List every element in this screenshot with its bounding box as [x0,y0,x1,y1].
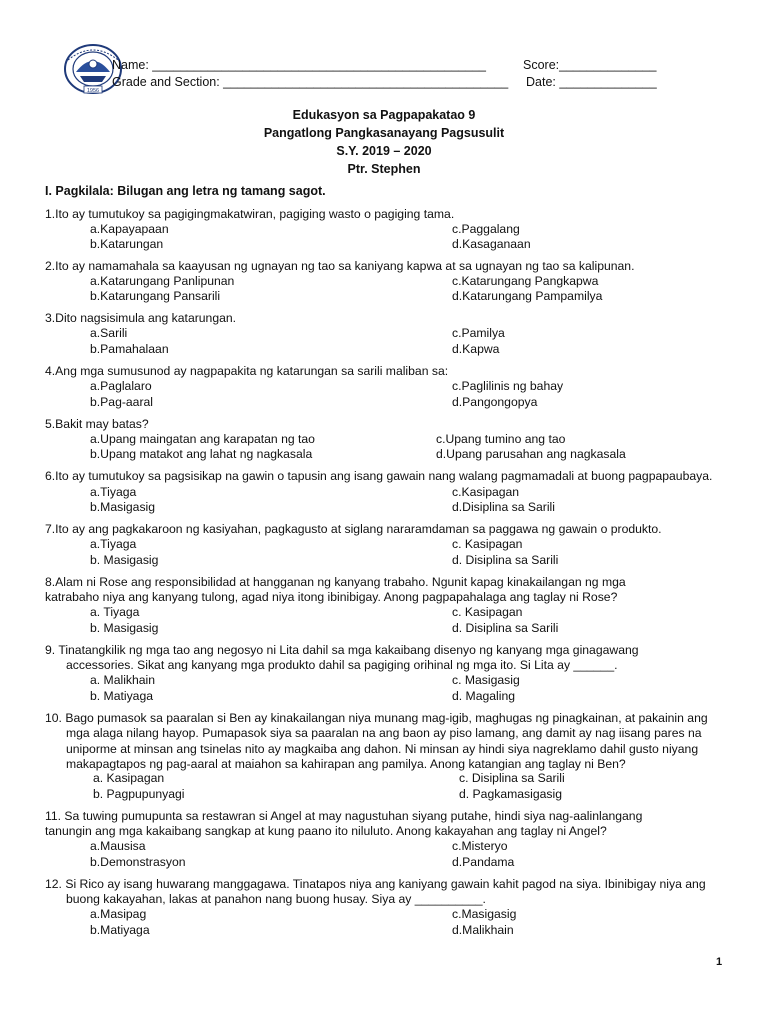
question-11-line-1: 11. Sa tuwing pumupunta sa restawran si Angel at may nagustuhan siyang putahe, hindi siya nag-aalinlangang [45,809,643,823]
option-12c: c.Masigasig [452,907,517,921]
option-11d: d.Pandama [452,855,515,869]
option-9d: d. Magaling [452,689,516,703]
option-10a: a. Kasipagan [93,771,165,785]
option-6d: d.Disiplina sa Sarili [452,500,555,514]
question-6: 6.Ito ay tumutukoy sa pagsisikap na gawin o tapusin ang isang gawain nang walang pagmamadali at buong pagpapaubaya. [45,469,713,483]
option-7d: d. Disiplina sa Sarili [452,553,559,567]
question-10-line-3: uniporme at minsan ang tsinelas nito ay magkaiba ang dahon. Ni minsan ay hindi siya nagreklamo dahil gusto niyang [66,742,699,756]
question-1: 1.Ito ay tumutukoy sa pagigingmakatwiran, pagiging wasto o pagiging tama. [45,207,455,221]
option-1b: b.Katarungan [90,237,164,251]
option-3c: c.Pamilya [452,326,505,340]
option-11b: b.Demonstrasyon [90,855,186,869]
option-2a: a.Katarungang Panlipunan [90,274,235,288]
option-3d: d.Kapwa [452,342,500,356]
school-year: S.Y. 2019 – 2020 [336,144,432,158]
option-11c: c.Misteryo [452,839,508,853]
option-10d: d. Pagkamasigasig [459,787,562,801]
name-field-label: Name: ________________________________________________ [112,58,486,72]
question-12-line-2: buong kakayahan, lakas at panahon nang buong husay. Siya ay __________. [66,892,486,906]
question-9-line-2: accessories. Sikat ang kanyang mga produkto dahil sa pagiging orihinal ng mga ito. Si Lita ay ______. [66,658,618,672]
option-7b: b. Masigasig [90,553,159,567]
option-4a: a.Paglalaro [90,379,152,393]
option-8b: b. Masigasig [90,621,159,635]
question-2: 2.Ito ay namamahala sa kaayusan ng ugnayan ng tao sa kaniyang kapwa at sa ugnayan ng tao sa kalipunan. [45,259,635,273]
option-4b: b.Pag-aaral [90,395,154,409]
option-4c: c.Paglilinis ng bahay [452,379,564,393]
exam-title: Pangatlong Pangkasanayang Pagsusulit [263,126,505,140]
subject-title: Edukasyon sa Pagpapakatao 9 [292,108,476,122]
option-5d: d.Upang parusahan ang nagkasala [436,447,626,461]
score-field-label: Score:______________ [523,58,657,72]
option-10c: c. Disiplina sa Sarili [459,771,565,785]
teacher-name: Ptr. Stephen [347,162,421,176]
option-7c: c. Kasipagan [452,537,523,551]
option-10b: b. Pagpupunyagi [93,787,185,801]
option-12b: b.Matiyaga [90,923,150,937]
svg-text:1956: 1956 [86,88,100,94]
option-1a: a.Kapayapaan [90,222,169,236]
option-3b: b.Pamahalaan [90,342,169,356]
option-11a: a.Mausisa [90,839,146,853]
option-8d: d. Disiplina sa Sarili [452,621,559,635]
option-6a: a.Tiyaga [90,485,137,499]
question-12-line-1: 12. Si Rico ay isang huwarang manggagawa. Tinatapos niya ang kaniyang gawain kahit pagod na siya. Ibinibigay niya ang [45,877,706,891]
section-instruction: I. Pagkilala: Bilugan ang letra ng tamang sagot. [45,184,326,198]
option-5a: a.Upang maingatan ang karapatan ng tao [90,432,315,446]
option-3a: a.Sarili [90,326,128,340]
option-1d: d.Kasaganaan [452,237,531,251]
question-10-line-1: 10. Bago pumasok sa paaralan si Ben ay kinakailangan niya munang mag-igib, maghugas ng pinagkainan, at pakainin ang [45,711,708,725]
option-9c: c. Masigasig [452,673,520,687]
option-5c: c.Upang tumino ang tao [436,432,566,446]
question-7: 7.Ito ay ang pagkakaroon ng kasiyahan, pagkagusto at siglang nararamdaman sa paggawa ng gawain o produkto. [45,522,662,536]
option-8a: a. Tiyaga [90,605,140,619]
question-8-line-1: 8.Alam ni Rose ang responsibilidad at hangganan ng kanyang trabaho. Ngunit kapag kinakailangan ng mga [45,575,626,589]
option-2d: d.Katarungang Pampamilya [452,289,603,303]
option-12d: d.Malikhain [452,923,514,937]
question-9-line-1: 9. Tinatangkilik ng mga tao ang negosyo ni Lita dahil sa mga kakaibang disenyo ng kanyang mga ginagawang [45,643,639,657]
question-11-line-2: tanungin ang mga kakaibang sangkap at kung paano ito niluluto. Anong kakayahan ang taglay ni Angel? [45,824,607,838]
grade-section-field-label: Grade and Section: _________________________________________ [112,75,509,89]
option-5b: b.Upang matakot ang lahat ng nagkasala [90,447,313,461]
option-8c: c. Kasipagan [452,605,523,619]
option-2b: b.Katarungang Pansarili [90,289,221,303]
option-12a: a.Masipag [90,907,147,921]
option-9a: a. Malikhain [90,673,156,687]
option-6c: c.Kasipagan [452,485,520,499]
option-7a: a.Tiyaga [90,537,137,551]
question-8-line-2: katrabaho niya ang kanyang tulong, agad niya itong ibinibigay. Anong pagpapahalaga ang taglay ni Rose? [45,590,618,604]
option-4d: d.Pangongopya [452,395,538,409]
option-1c: c.Paggalang [452,222,520,236]
page-number: 1 [716,956,723,968]
option-2c: c.Katarungang Pangkapwa [452,274,599,288]
question-3: 3.Dito nagsisimula ang katarungan. [45,311,237,325]
date-field-label: Date: ______________ [526,75,657,89]
question-10-line-2: mga alaga nilang hayop. Pumapasok siya sa paaralan na ang baon ay piso lamang, ang damit ay nag iisang pares na [66,726,702,740]
question-4: 4.Ang mga sumusunod ay nagpapakita ng katarungan sa sarili maliban sa: [45,364,449,378]
question-5: 5.Bakit may batas? [45,417,149,431]
option-9b: b. Matiyaga [90,689,154,703]
option-6b: b.Masigasig [90,500,156,514]
question-10-line-4: makapagtapos ng pag-aaral at maiahon sa kahirapan ang pamilya. Anong katangian ang taglay ni Ben? [66,757,626,771]
